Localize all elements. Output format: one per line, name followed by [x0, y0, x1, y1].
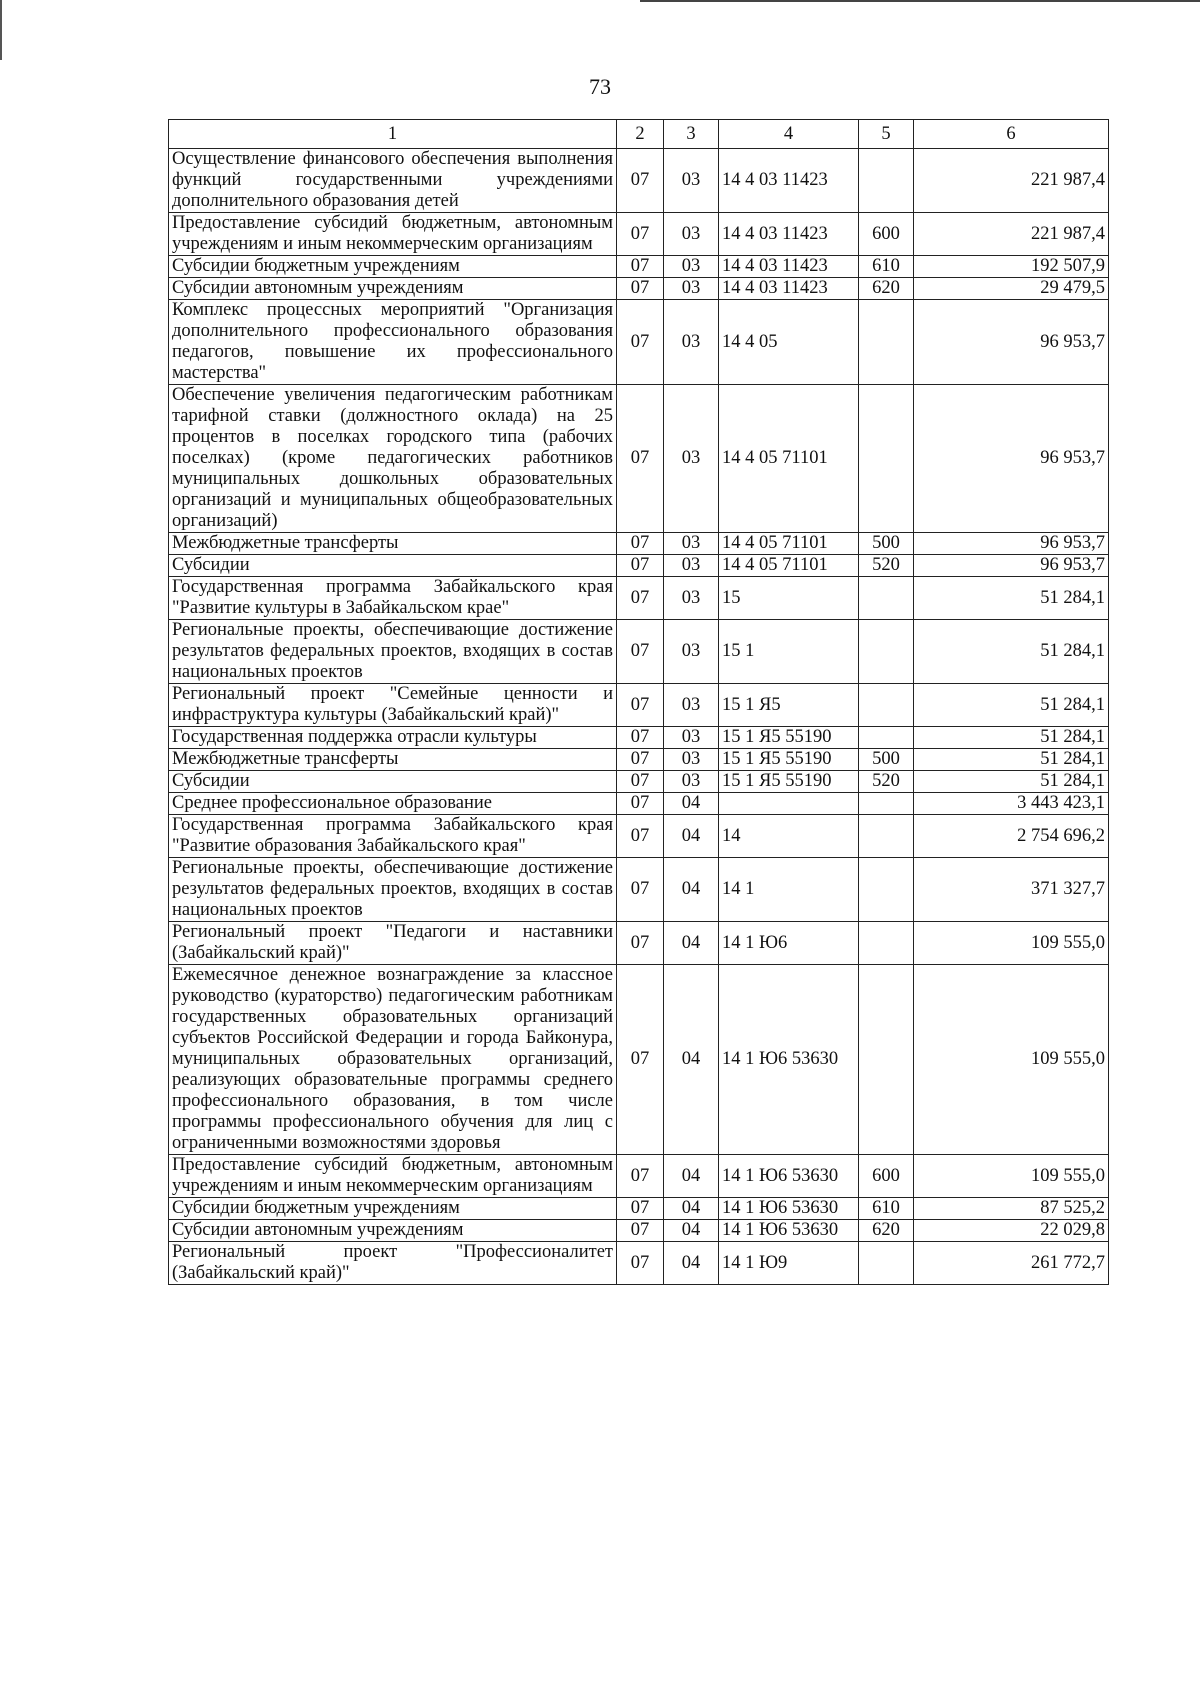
row-name: Обеспечение увеличения педагогическим работникам тарифной ставки (должностного оклада) на 25 процентов в поселках городского типа (рабочих поселках) (кроме педагогических работников муниципальных дошкольных образовательных организаций и муниципальных общеобразовательных организаций): [169, 385, 617, 533]
row-name: Субсидии бюджетным учреждениям: [169, 256, 617, 278]
row-target-article: 14 1 Ю6 53630: [719, 1155, 859, 1198]
row-section-code: 07: [617, 385, 664, 533]
row-section-code: 07: [617, 1198, 664, 1220]
row-name: Предоставление субсидий бюджетным, автономным учреждениям и иным некоммерческим организациям: [169, 213, 617, 256]
row-subsection-code: 04: [664, 965, 719, 1155]
row-amount: 192 507,9: [914, 256, 1109, 278]
row-expense-type: 620: [859, 278, 914, 300]
row-target-article: 15 1 Я5 55190: [719, 727, 859, 749]
table-row: [169, 1198, 1109, 1220]
row-target-article: 14 4 05 71101: [719, 555, 859, 577]
row-section-code: 07: [617, 1242, 664, 1285]
table-row: [169, 620, 1109, 684]
row-amount: 109 555,0: [914, 1155, 1109, 1198]
row-subsection-code: 03: [664, 620, 719, 684]
table-row: [169, 149, 1109, 213]
row-target-article: 14 1: [719, 858, 859, 922]
row-target-article: 14 1 Ю6: [719, 922, 859, 965]
row-target-article: 14: [719, 815, 859, 858]
row-amount: 22 029,8: [914, 1220, 1109, 1242]
row-name: Ежемесячное денежное вознаграждение за классное руководство (кураторство) педагогическим работникам государственных образовательных организаций субъектов Российской Федерации и города Байконура, муниципальных образовательных организаций, реализующих образовательные программы среднего профессионального образования, в том числе программы профессионального обучения для лиц с ограниченными возможностями здоровья: [169, 965, 617, 1155]
row-subsection-code: 03: [664, 727, 719, 749]
row-amount: 109 555,0: [914, 965, 1109, 1155]
row-subsection-code: 04: [664, 922, 719, 965]
row-expense-type: [859, 385, 914, 533]
row-expense-type: [859, 965, 914, 1155]
table-row: [169, 965, 1109, 1155]
row-target-article: 14 1 Ю6 53630: [719, 1220, 859, 1242]
row-section-code: 07: [617, 256, 664, 278]
row-section-code: 07: [617, 1155, 664, 1198]
row-section-code: 07: [617, 815, 664, 858]
row-section-code: 07: [617, 858, 664, 922]
row-amount: 109 555,0: [914, 922, 1109, 965]
row-amount: 221 987,4: [914, 213, 1109, 256]
row-amount: 96 953,7: [914, 533, 1109, 555]
row-amount: 261 772,7: [914, 1242, 1109, 1285]
row-amount: 51 284,1: [914, 620, 1109, 684]
row-amount: 51 284,1: [914, 577, 1109, 620]
row-section-code: 07: [617, 555, 664, 577]
row-name: Региональный проект "Семейные ценности и инфраструктура культуры (Забайкальский край)": [169, 684, 617, 727]
row-amount: 51 284,1: [914, 684, 1109, 727]
row-expense-type: 520: [859, 555, 914, 577]
row-expense-type: [859, 793, 914, 815]
table-row: [169, 577, 1109, 620]
table-row: [169, 684, 1109, 727]
row-subsection-code: 04: [664, 815, 719, 858]
row-subsection-code: 04: [664, 1220, 719, 1242]
row-subsection-code: 03: [664, 256, 719, 278]
row-subsection-code: 03: [664, 684, 719, 727]
row-target-article: 15 1 Я5: [719, 684, 859, 727]
table-row: [169, 727, 1109, 749]
row-section-code: 07: [617, 620, 664, 684]
row-target-article: 15 1 Я5 55190: [719, 771, 859, 793]
row-target-article: 15 1 Я5 55190: [719, 749, 859, 771]
table-row: [169, 815, 1109, 858]
row-amount: 96 953,7: [914, 555, 1109, 577]
header-col-4: 4: [719, 120, 859, 149]
row-subsection-code: 03: [664, 213, 719, 256]
row-target-article: 14 4 03 11423: [719, 256, 859, 278]
row-name: Региональный проект "Профессионалитет (Забайкальский край)": [169, 1242, 617, 1285]
row-expense-type: [859, 684, 914, 727]
header-col-1: 1: [169, 120, 617, 149]
budget-table: [168, 119, 1109, 1285]
row-subsection-code: 03: [664, 278, 719, 300]
header-col-3: 3: [664, 120, 719, 149]
row-target-article: 14 1 Ю6 53630: [719, 965, 859, 1155]
row-target-article: 14 4 05 71101: [719, 385, 859, 533]
row-name: Государственная программа Забайкальского края "Развитие образования Забайкальского края": [169, 815, 617, 858]
row-subsection-code: 04: [664, 1198, 719, 1220]
row-section-code: 07: [617, 149, 664, 213]
table-row: [169, 793, 1109, 815]
row-section-code: 07: [617, 922, 664, 965]
row-expense-type: 600: [859, 1155, 914, 1198]
row-expense-type: [859, 300, 914, 385]
row-target-article: 14 4 05 71101: [719, 533, 859, 555]
row-subsection-code: 04: [664, 858, 719, 922]
row-expense-type: 620: [859, 1220, 914, 1242]
row-expense-type: [859, 815, 914, 858]
row-section-code: 07: [617, 1220, 664, 1242]
scan-artifact-top: [640, 0, 1200, 2]
row-subsection-code: 03: [664, 533, 719, 555]
row-target-article: 14 4 03 11423: [719, 213, 859, 256]
row-name: Региональные проекты, обеспечивающие достижение результатов федеральных проектов, входящих в состав национальных проектов: [169, 858, 617, 922]
row-amount: 96 953,7: [914, 385, 1109, 533]
row-expense-type: [859, 149, 914, 213]
row-expense-type: 610: [859, 256, 914, 278]
row-name: Региональный проект "Педагоги и наставники (Забайкальский край)": [169, 922, 617, 965]
row-expense-type: [859, 1242, 914, 1285]
table-row: [169, 771, 1109, 793]
row-expense-type: [859, 620, 914, 684]
row-name: Осуществление финансового обеспечения выполнения функций государственными учреждениями дополнительного образования детей: [169, 149, 617, 213]
row-expense-type: 600: [859, 213, 914, 256]
table-row: [169, 749, 1109, 771]
row-target-article: 14 4 05: [719, 300, 859, 385]
row-subsection-code: 04: [664, 793, 719, 815]
row-expense-type: [859, 858, 914, 922]
row-name: Субсидии автономным учреждениям: [169, 1220, 617, 1242]
row-amount: 87 525,2: [914, 1198, 1109, 1220]
table-row: [169, 213, 1109, 256]
row-subsection-code: 03: [664, 300, 719, 385]
scan-artifact-left: [0, 0, 2, 60]
table-row: [169, 533, 1109, 555]
row-amount: 2 754 696,2: [914, 815, 1109, 858]
row-subsection-code: 03: [664, 577, 719, 620]
row-name: Комплекс процессных мероприятий "Организация дополнительного профессионального образования педагогов, повышение их профессионального мастерства": [169, 300, 617, 385]
row-name: Региональные проекты, обеспечивающие достижение результатов федеральных проектов, входящих в состав национальных проектов: [169, 620, 617, 684]
row-target-article: 14 4 03 11423: [719, 149, 859, 213]
row-section-code: 07: [617, 793, 664, 815]
table-row: [169, 858, 1109, 922]
table-row: [169, 385, 1109, 533]
row-expense-type: 500: [859, 749, 914, 771]
table-row: [169, 256, 1109, 278]
row-subsection-code: 03: [664, 385, 719, 533]
row-section-code: 07: [617, 300, 664, 385]
row-amount: 3 443 423,1: [914, 793, 1109, 815]
row-subsection-code: 04: [664, 1155, 719, 1198]
row-subsection-code: 03: [664, 771, 719, 793]
table-row: [169, 922, 1109, 965]
row-amount: 51 284,1: [914, 727, 1109, 749]
row-section-code: 07: [617, 577, 664, 620]
row-amount: 221 987,4: [914, 149, 1109, 213]
row-amount: 371 327,7: [914, 858, 1109, 922]
row-subsection-code: 03: [664, 149, 719, 213]
row-name: Государственная поддержка отрасли культуры: [169, 727, 617, 749]
row-expense-type: [859, 922, 914, 965]
table-row: [169, 1155, 1109, 1198]
row-expense-type: [859, 577, 914, 620]
table-row: [169, 555, 1109, 577]
row-name: Предоставление субсидий бюджетным, автономным учреждениям и иным некоммерческим организациям: [169, 1155, 617, 1198]
row-subsection-code: 04: [664, 1242, 719, 1285]
row-expense-type: 520: [859, 771, 914, 793]
table-row: [169, 278, 1109, 300]
row-target-article: 15: [719, 577, 859, 620]
row-subsection-code: 03: [664, 555, 719, 577]
row-name: Субсидии: [169, 555, 617, 577]
row-target-article: 14 4 03 11423: [719, 278, 859, 300]
row-section-code: 07: [617, 213, 664, 256]
row-name: Межбюджетные трансферты: [169, 749, 617, 771]
row-amount: 51 284,1: [914, 749, 1109, 771]
row-section-code: 07: [617, 749, 664, 771]
row-name: Субсидии бюджетным учреждениям: [169, 1198, 617, 1220]
row-subsection-code: 03: [664, 749, 719, 771]
table-row: [169, 1242, 1109, 1285]
row-amount: 96 953,7: [914, 300, 1109, 385]
row-amount: 51 284,1: [914, 771, 1109, 793]
row-name: Субсидии автономным учреждениям: [169, 278, 617, 300]
row-section-code: 07: [617, 727, 664, 749]
row-target-article: 15 1: [719, 620, 859, 684]
row-section-code: 07: [617, 771, 664, 793]
row-name: Государственная программа Забайкальского края "Развитие культуры в Забайкальском крае": [169, 577, 617, 620]
row-section-code: 07: [617, 278, 664, 300]
header-col-2: 2: [617, 120, 664, 149]
row-section-code: 07: [617, 965, 664, 1155]
row-expense-type: 500: [859, 533, 914, 555]
row-target-article: [719, 793, 859, 815]
row-expense-type: [859, 727, 914, 749]
row-name: Среднее профессиональное образование: [169, 793, 617, 815]
table-row: [169, 300, 1109, 385]
row-target-article: 14 1 Ю9: [719, 1242, 859, 1285]
header-col-5: 5: [859, 120, 914, 149]
row-target-article: 14 1 Ю6 53630: [719, 1198, 859, 1220]
row-amount: 29 479,5: [914, 278, 1109, 300]
header-col-6: 6: [914, 120, 1109, 149]
row-name: Межбюджетные трансферты: [169, 533, 617, 555]
row-name: Субсидии: [169, 771, 617, 793]
page-number: 73: [589, 74, 611, 99]
row-expense-type: 610: [859, 1198, 914, 1220]
table-body: [169, 149, 1109, 1285]
table-header-row: [169, 120, 1109, 149]
row-section-code: 07: [617, 684, 664, 727]
row-section-code: 07: [617, 533, 664, 555]
table-row: [169, 1220, 1109, 1242]
